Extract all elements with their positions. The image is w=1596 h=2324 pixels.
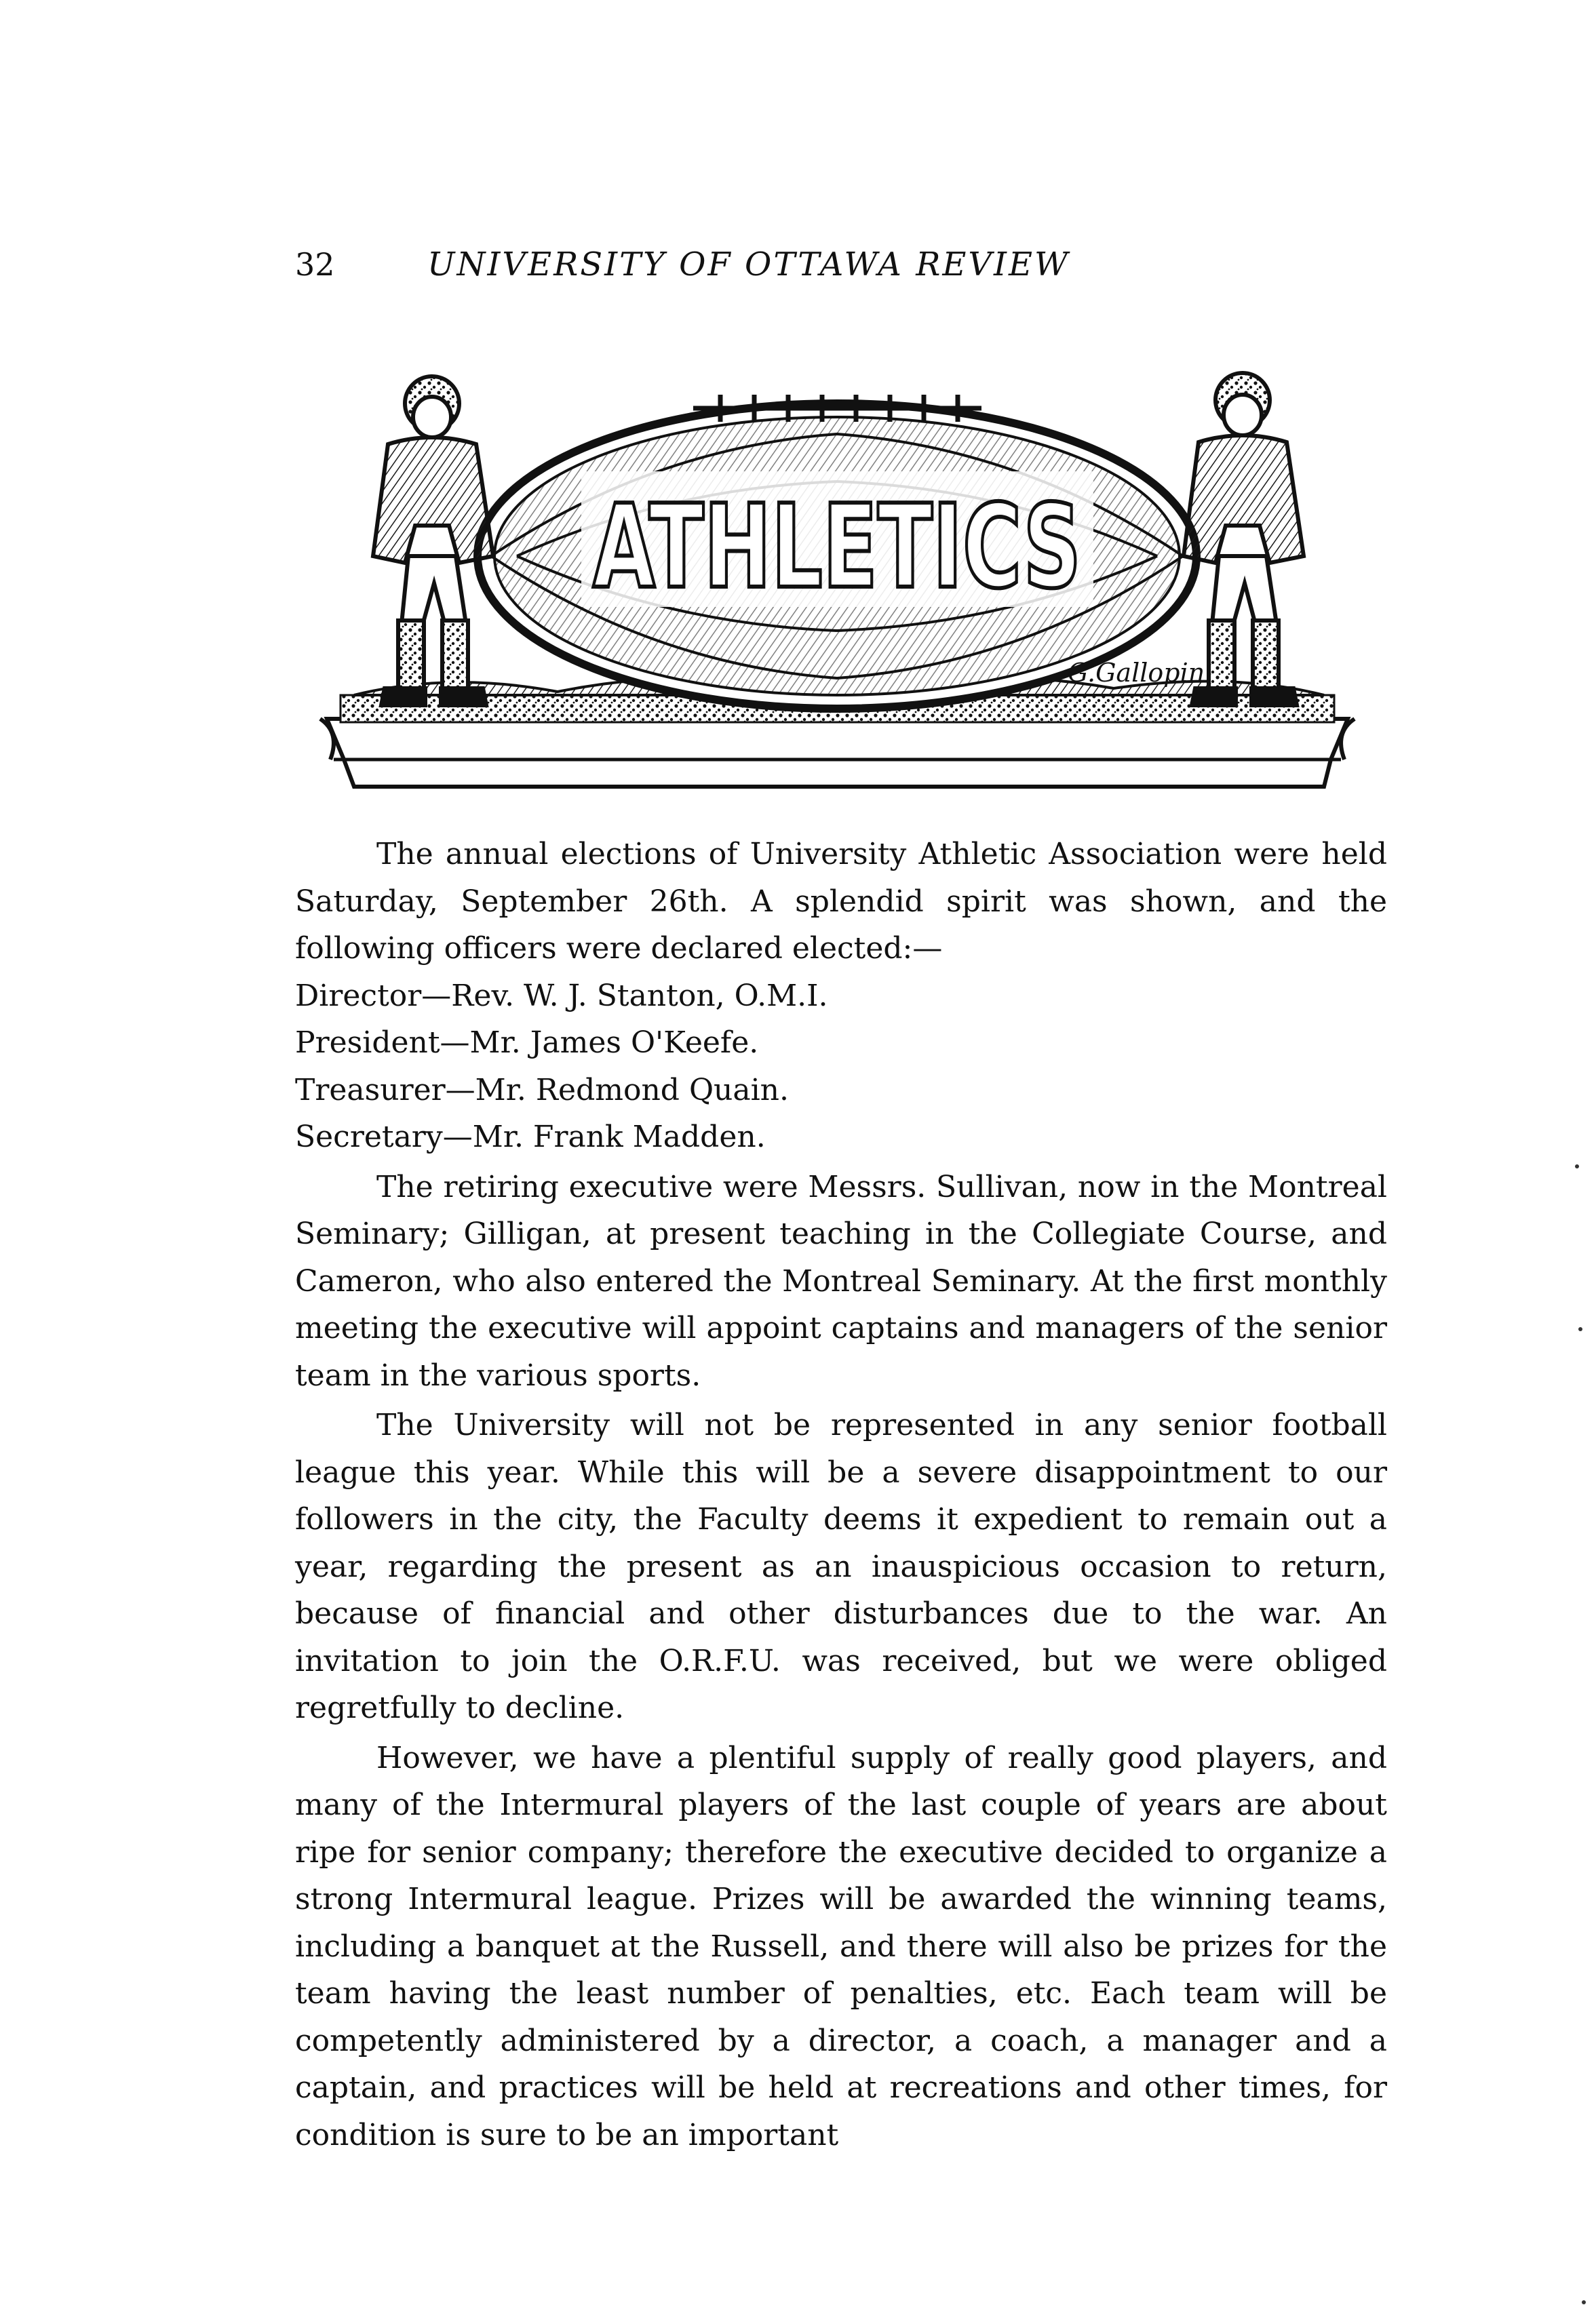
football-league-paragraph: The University will not be represented in any senior football league this year. While this will be a severe disappointment to our followers in the city, the Faculty deems it expedient to remain out a year, regarding the present as an inauspicious occasion to return, because of financial and other disturbances due to the war. An invitation to join the O.R.F.U. was received, but we were obliged regretfully to decline. [295,1408,1387,1725]
page-number: 32 [295,246,335,283]
athletics-illustration [313,353,1361,800]
retiring-executive-paragraph: The retiring executive were Messrs. Sullivan, now in the Montreal Seminary; Gilligan, at present teaching in the Collegiate Course, and Cameron, who also entered the Montreal Seminary. At the first monthly meeting the executive will appoint captains and managers of the senior team in the various sports. [295,1169,1387,1393]
running-head [295,244,1380,292]
artist-signature: G.Gallopin [1068,658,1205,688]
athletics-banner-text: ATHLETICS [593,480,1081,614]
officer-director: Director—Rev. W. J. Stanton, O.M.I. [295,978,828,1013]
football-drawing [478,395,1205,709]
football-player-left [373,376,493,705]
football-player-right [1184,373,1304,705]
journal-title: UNIVERSITY OF OTTAWA REVIEW [427,245,1070,283]
intro-paragraph: The annual elections of University Athletic Association were held Saturday, September 26th. A splendid spirit was shown, and the following officers were declared elected:— [295,837,1387,966]
intermural-league-paragraph: However, we have a plentiful supply of really good players, and many of the Intermural players of the last couple of years are about ripe for senior company; therefore the executive decided to organize a strong Intermural league. Prizes will be awarded the winning teams, including a banquet at the Russell, and there will also be prizes for the team having the least number of penalties, etc. Each team will be competently administered by a director, a coach, a manager and a captain, and practices will be held at recreations and other times, for condition is sure to be an important [295,1740,1387,2152]
officer-secretary: Secretary—Mr. Frank Madden. [295,1120,766,1154]
officer-president: President—Mr. James O'Keefe. [295,1025,759,1060]
officer-treasurer: Treasurer—Mr. Redmond Quain. [295,1072,789,1107]
article-body [295,831,1387,2159]
